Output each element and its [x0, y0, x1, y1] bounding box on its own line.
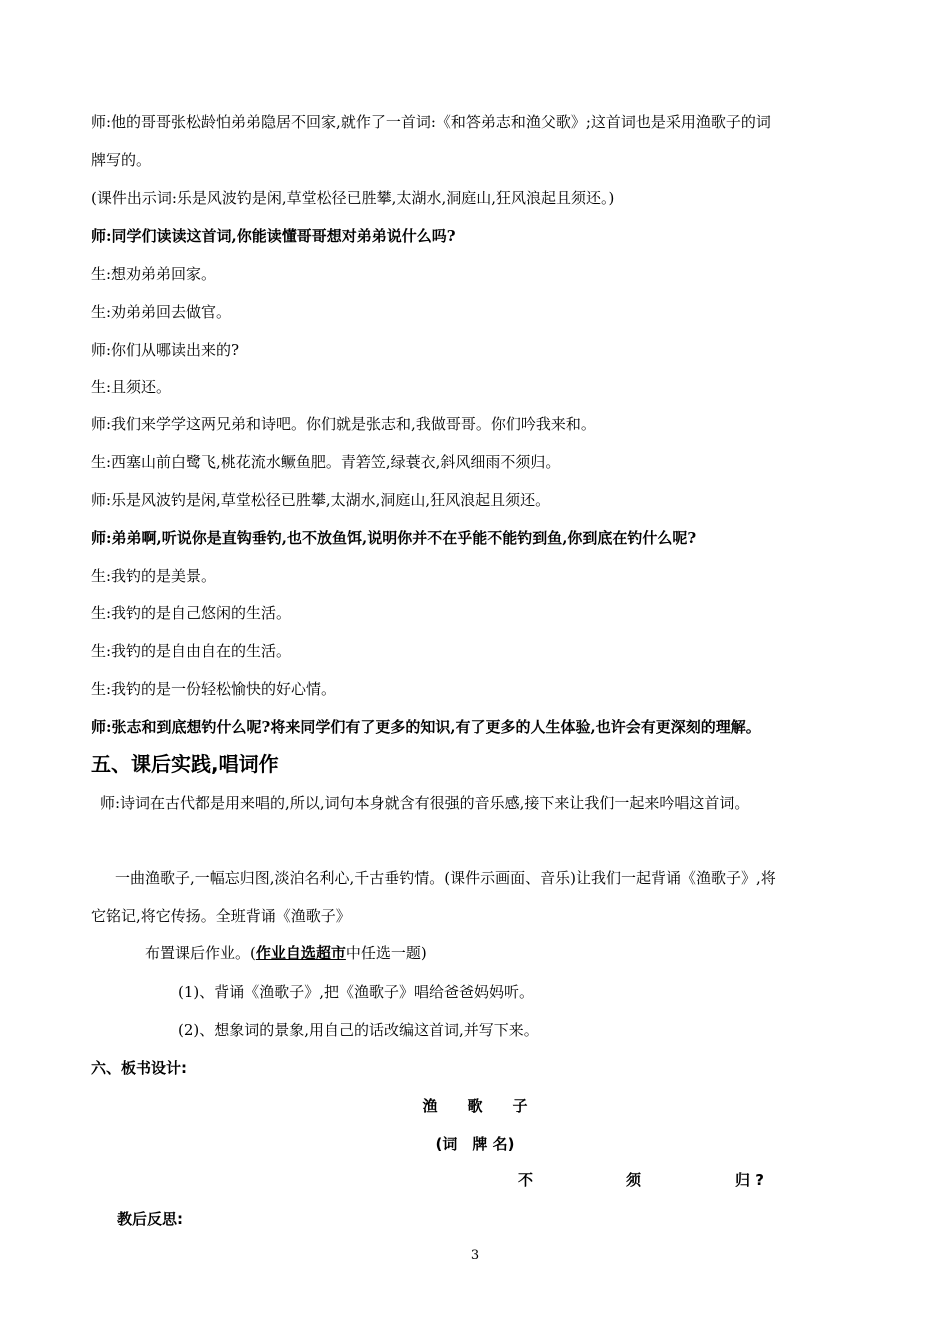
text-line: 它铭记,将它传扬。全班背诵《渔歌子》: [91, 907, 351, 925]
text-line: 生:我钓的是自由自在的生活。: [91, 642, 292, 660]
section-heading: 五、课后实践,唱词作: [91, 752, 279, 776]
text-line: 师:他的哥哥张松龄怕弟弟隐居不回家,就作了一首词:《和答弟志和渔父歌》;这首词也是采用渔歌子的词: [91, 113, 771, 131]
text-line: (课件出示词:乐是风波钓是闲,草堂松径已胜攀,太湖水,洞庭山,狂风浪起且须还。): [91, 189, 615, 207]
text-line: 生:劝弟弟回去做官。: [91, 303, 232, 321]
text-line-bold: 师:弟弟啊,听说你是直钩垂钓,也不放鱼饵,说明你并不在乎能不能钓到鱼,你到底在钓什么呢?: [91, 529, 697, 547]
text-line: 生:想劝弟弟回家。: [91, 265, 217, 283]
page-number: 3: [470, 1248, 480, 1263]
board-title: 渔 歌 子: [422, 1097, 528, 1115]
text-line: 师:我们来学学这两兄弟和诗吧。你们就是张志和,我做哥哥。你们吟我来和。: [91, 415, 596, 433]
board-word: 须: [626, 1171, 642, 1189]
section-heading: 六、板书设计:: [91, 1059, 187, 1077]
text-line: 师:诗词在古代都是用来唱的,所以,词句本身就含有很强的音乐感,接下来让我们一起来吟唱这首词。: [100, 794, 750, 812]
text-line: 生:且须还。: [91, 378, 172, 396]
text-line: 师:乐是风波钓是闲,草堂松径已胜攀,太湖水,洞庭山,狂风浪起且须还。: [91, 491, 551, 509]
homework-line: [145, 943, 427, 963]
board-subtitle: (词 牌 名): [435, 1135, 515, 1153]
homework-link[interactable]: 作业自选超市: [255, 944, 346, 962]
text-line-bold: 师:张志和到底想钓什么呢?将来同学们有了更多的知识,有了更多的人生体验,也许会有更深刻的理解。: [91, 718, 761, 736]
text-line: 牌写的。: [91, 151, 152, 169]
text-line: 生:我钓的是美景。: [91, 567, 217, 585]
text-line: 一曲渔歌子,一幅忘归图,淡泊名利心,千古垂钓情。(课件示画面、音乐)让我们一起背诵《渔歌子》,将: [115, 869, 776, 887]
text-line: 生:西塞山前白鹭飞,桃花流水鳜鱼肥。青箬笠,绿蓑衣,斜风细雨不须归。: [91, 453, 561, 471]
board-word: 不: [518, 1171, 534, 1189]
text-line: 生:我钓的是一份轻松愉快的好心情。: [91, 680, 337, 698]
reflection-label: 教后反思:: [117, 1210, 183, 1228]
text-line-bold: 师:同学们读读这首词,你能读懂哥哥想对弟弟说什么吗?: [91, 227, 456, 245]
homework-item: (2)、想象词的景象,用自己的话改编这首词,并写下来。: [178, 1021, 539, 1039]
homework-prefix: 布置课后作业。(: [145, 944, 256, 962]
homework-item: (1)、背诵《渔歌子》,把《渔歌子》唱给爸爸妈妈听。: [178, 983, 535, 1001]
homework-suffix: 中任选一题): [345, 944, 427, 962]
board-word: 归 ?: [735, 1171, 764, 1189]
text-line: 生:我钓的是自己悠闲的生活。: [91, 604, 292, 622]
text-line: 师:你们从哪读出来的?: [91, 341, 240, 359]
